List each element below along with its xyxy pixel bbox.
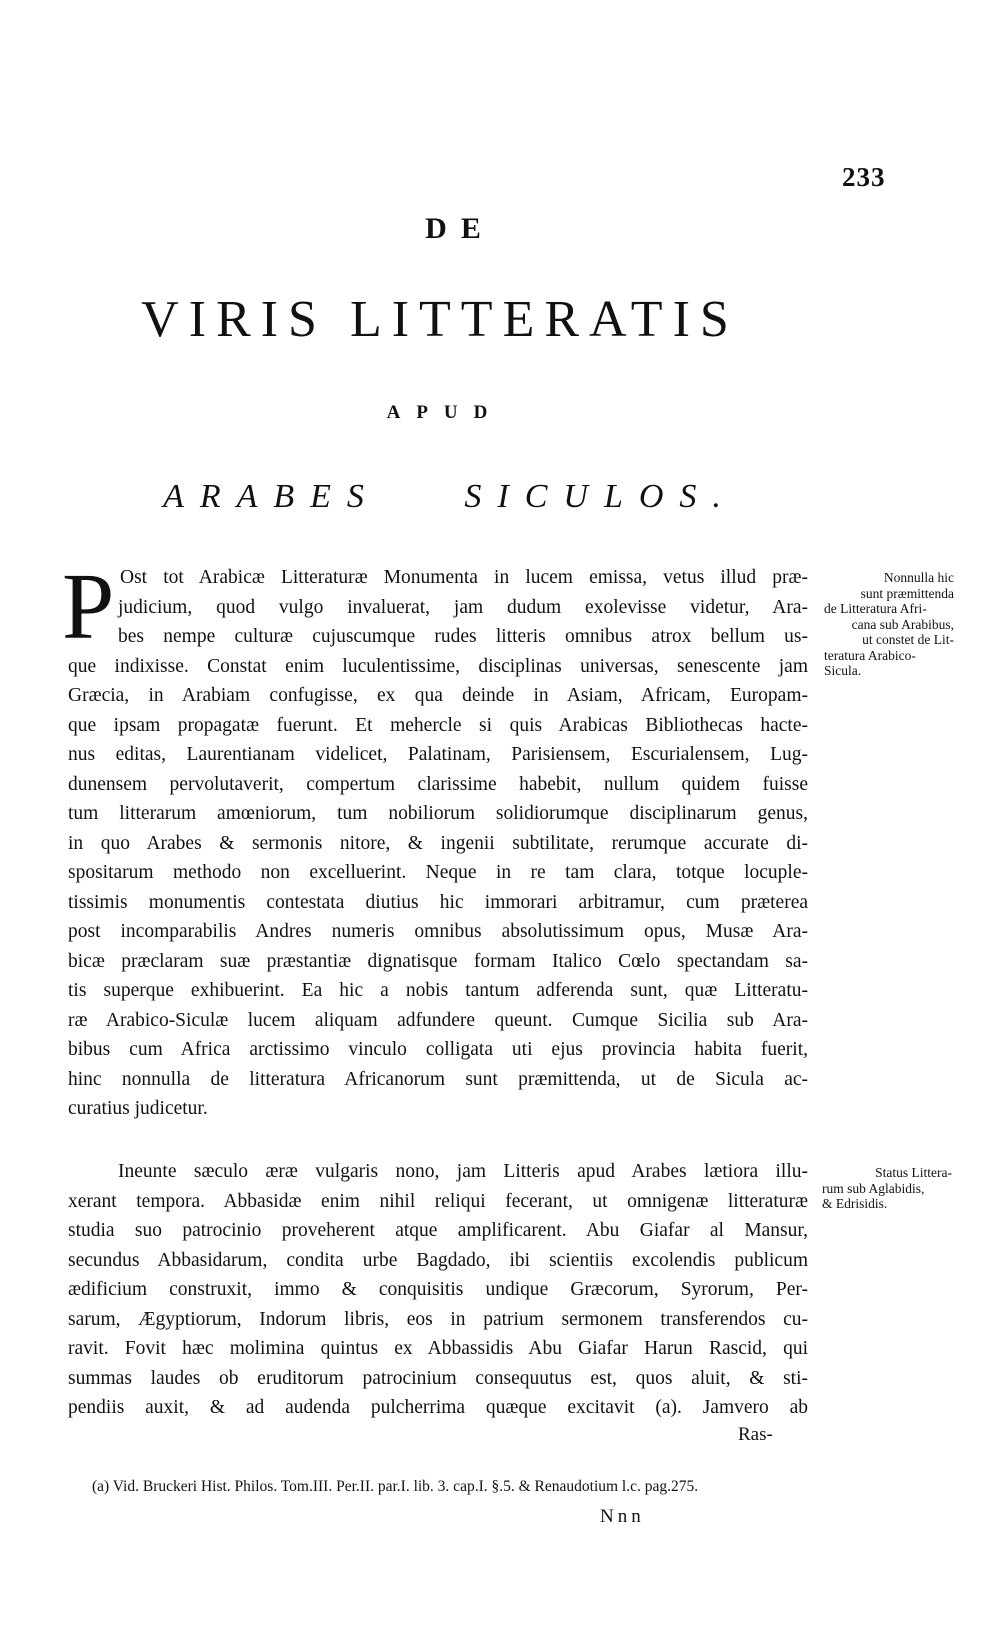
catchword: Ras- bbox=[738, 1424, 773, 1445]
text-line: dunensem pervolutaverit, compertum clarissime habebit, nullum quidem fuisse bbox=[68, 773, 808, 795]
signature-mark: Nnn bbox=[600, 1506, 645, 1527]
margin-note-line: ut constet de Lit- bbox=[862, 632, 954, 647]
title-main: VIRIS LITTERATIS bbox=[141, 291, 739, 348]
text-line: post incomparabilis Andres numeris omnibus absolutissimum opus, Musæ Ara- bbox=[68, 921, 808, 942]
text-line: Græcia, in Arabiam confugisse, ex qua deinde in Asiam, Africam, Europam- bbox=[68, 685, 808, 706]
text-line: ravit. Fovit hæc molimina quintus ex Abbassidis Abu Giafar Harun Rascid, qui bbox=[68, 1338, 808, 1359]
text-line: bes nempe culturæ cujuscumque rudes litteris omnibus atrox bellum us- bbox=[118, 626, 808, 647]
margin-note-line: sunt præmittenda bbox=[860, 585, 954, 601]
text-line: curatius judicetur. bbox=[68, 1098, 208, 1119]
drop-cap: P bbox=[62, 555, 115, 659]
text-line: tissimis monumentis contestata diutius hic immorari arbitramur, cum præterea bbox=[68, 891, 808, 913]
margin-note-line: Status Littera- bbox=[875, 1165, 952, 1180]
footnote: (a) Vid. Bruckeri Hist. Philos. Tom.III. Per.II. par.I. lib. 3. cap.I. §.5. & Renaudotium l.c. pag.275. bbox=[92, 1478, 699, 1495]
text-line: judicium, quod vulgo invaluerat, jam dudum exolevisse videtur, Ara- bbox=[118, 596, 808, 618]
text-line: nus editas, Laurentianam videlicet, Palatinam, Parisiensem, Escurialensem, Lug- bbox=[68, 744, 808, 765]
text-line: sarum, Ægyptiorum, Indorum libris, eos in patrium sermonem transferendos cu- bbox=[68, 1308, 808, 1330]
margin-note-line: rum sub Aglabidis, bbox=[822, 1180, 925, 1196]
margin-note-line: Nonnulla hic bbox=[883, 570, 954, 585]
text-line: Ineunte sæculo æræ vulgaris nono, jam Litteris apud Arabes lætiora illu- bbox=[118, 1161, 808, 1182]
text-line: que indixisse. Constat enim luculentissime, disciplinas universas, senescente jam bbox=[68, 655, 808, 677]
text-line: tis superque exhibuerint. Ea hic a nobis tantum adferenda sunt, quæ Litteratu- bbox=[68, 980, 808, 1001]
text-line: in quo Arabes & sermonis nitore, & ingenii subtilitate, rerumque accurate di- bbox=[68, 832, 808, 854]
text-line: ræ Arabico-Siculæ lucem aliquam adfundere queunt. Cumque Sicilia sub Ara- bbox=[68, 1009, 808, 1031]
margin-note-line: cana sub Arabibus, bbox=[851, 616, 954, 632]
title-subject: ARABES SICULOS. bbox=[163, 478, 737, 515]
title-de: DE bbox=[425, 212, 495, 245]
margin-note-1 bbox=[824, 570, 954, 679]
paragraph-2 bbox=[68, 1157, 808, 1423]
margin-note-2 bbox=[822, 1165, 952, 1212]
margin-note-line: & Edrisidis. bbox=[822, 1196, 888, 1211]
text-line: studia suo patrocinio proveherent atque amplificarent. Abu Giafar al Mansur, bbox=[68, 1220, 808, 1241]
page-number: 233 bbox=[842, 162, 886, 192]
text-line: que ipsam propagatæ fuerunt. Et mehercle si quis Arabicas Bibliothecas hacte- bbox=[68, 714, 808, 736]
text-line: Ost tot Arabicæ Litteraturæ Monumenta in lucem emissa, vetus illud præ- bbox=[120, 567, 808, 588]
text-line: bicæ præclaram suæ præstantiæ dignatisque formam Italico Cœlo spectandam sa- bbox=[68, 950, 808, 972]
text-line: hinc nonnulla de litteratura Africanorum sunt præmittenda, ut de Sicula ac- bbox=[68, 1068, 808, 1090]
text-line: summas laudes ob eruditorum patrocinium consequutus est, quos aluit, & sti- bbox=[68, 1367, 808, 1389]
text-line: secundus Abbasidarum, condita urbe Bagdado, ibi scientiis excolendis publicum bbox=[68, 1249, 808, 1271]
text-line: bibus cum Africa arctissimo vinculo colligata uti ejus provincia habita fuerit, bbox=[68, 1039, 808, 1060]
margin-note-line: de Litteratura Afri- bbox=[824, 601, 927, 616]
margin-note-line: Sicula. bbox=[824, 663, 862, 678]
paragraph-1 bbox=[68, 563, 808, 1124]
text-line: spositarum methodo non excelluerint. Neque in re tam clara, totque locuple- bbox=[68, 862, 808, 883]
margin-note-line: teratura Arabico- bbox=[824, 647, 916, 663]
title-apud: APUD bbox=[386, 402, 504, 423]
text-line: tum litterarum amœniorum, tum nobiliorum solidiorumque disciplinarum genus, bbox=[68, 803, 808, 824]
text-line: pendiis auxit, & ad audenda pulcherrima quæque excitavit (a). Jamvero ab bbox=[68, 1397, 808, 1418]
text-line: ædificium construxit, immo & conquisitis undique Græcorum, Syrorum, Per- bbox=[68, 1279, 808, 1300]
text-line: xerant tempora. Abbasidæ enim nihil reliqui fecerant, ut omnigenæ litteraturæ bbox=[68, 1190, 808, 1212]
